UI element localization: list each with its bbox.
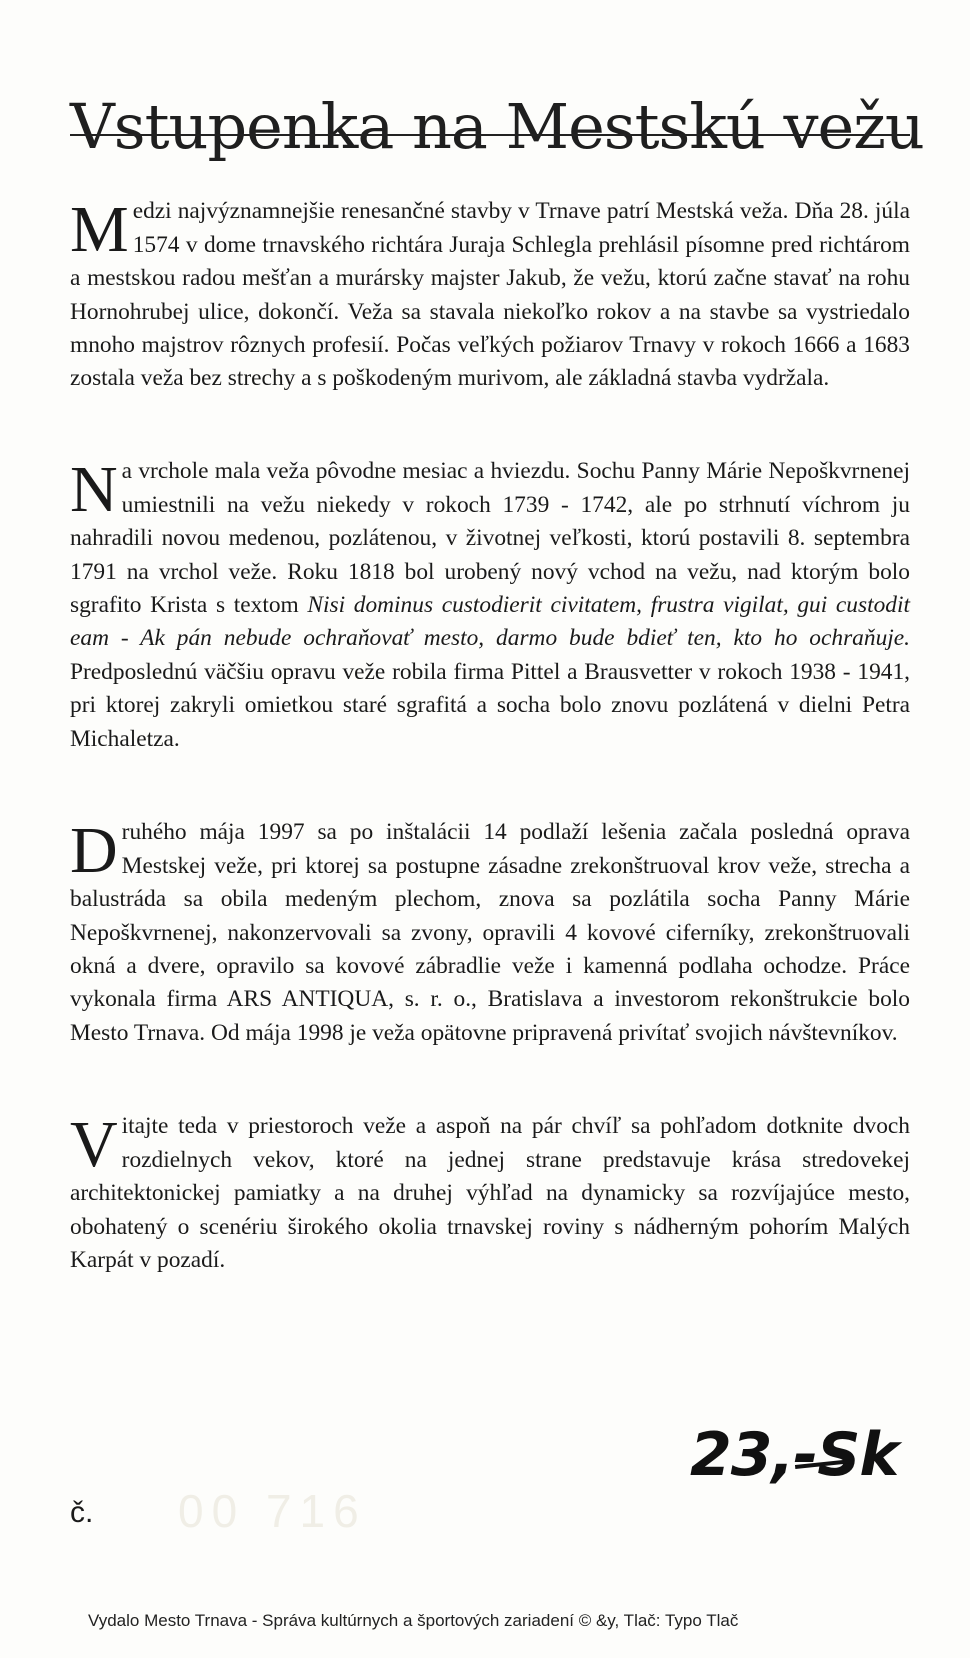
- paragraph-text: Predposlednú väčšiu opravu veže robila firma Pittel a Brausvetter v rokoch 1938 - 1941, pri ktorej zakryli omietkou staré sgrafitá a socha bolo znovu pozlátená v dielni Petra Michaletza.: [70, 658, 910, 752]
- paragraph-restoration: [70, 816, 910, 1050]
- dropcap: V: [70, 1108, 118, 1182]
- ticket-number-label: č.: [70, 1496, 94, 1529]
- title-underline: [70, 134, 910, 136]
- handwritten-price: 23,-Sk: [690, 1420, 899, 1490]
- paragraph-welcome: [70, 1110, 910, 1277]
- paragraph-text: edzi najvýznamnejšie renesančné stavby v Trnave patrí Mestská veža. Dňa 28. júla 1574 v dome trnavského richtára Juraja Schlegla prehlásil písomne pred richtárom a mestskou radou mešťan a murársky majster Jakub, že vežu, ktorú začne stavať na rohu Hornohrubej ulice, dokončí. Veža sa stavala niekoľko rokov a na stavbe sa vystriedalo mnoho majstrov rôznych profesií. Počas veľkých požiarov Trnavy v rokoch 1666 a 1683 zostala veža bez strechy a s poškodeným murivom, ale základná stavba vydržala.: [70, 198, 910, 392]
- publisher-footer: Vydalo Mesto Trnava - Správa kultúrnych a športových zariadení © &y, Tlač: Typo Tlač: [88, 1611, 739, 1630]
- paragraph-text: a vrchole mala veža pôvodne mesiac a hviezdu. Sochu Panny Márie Nepoškvrnenej umiestnili na vežu niekedy v rokoch 1739 - 1742, ale po strhnutí víchrom ju nahradili novou medenou, pozlátenou, v životnej veľkosti, ktorú postavili 8. septembra 1791 na vrchol veže. Roku 1818 bol urobený nový vchod na vežu, nad ktorým bolo sgrafito Krista s textom: [70, 458, 910, 619]
- ticket-serial-number: 00 716: [178, 1485, 367, 1537]
- paragraph-statue: [70, 455, 910, 756]
- paragraph-text: ruhého mája 1997 sa po inštalácii 14 podlaží lešenia začala posledná oprava Mestskej veže, pri ktorej sa postupne zásadne zrekonštruoval krov veže, strecha a balustráda sa obila medeným plechom, znova sa pozlátila socha Panny Márie Nepoškvrnenej, nakonzervovali sa zvony, opravili 4 kovové ciferníky, zrekonštruovali okná a dvere, opravilo sa kovové zábradlie veže i kamenná podlaha ochodze. Práce vykonala firma ARS ANTIQUA, s. r. o., Bratislava a investorom rekonštrukcie bolo Mesto Trnava. Od mája 1998 je veža opätovne pripravená privítať svojich návštevníkov.: [70, 819, 910, 1046]
- paragraph-text: itajte teda v priestoroch veže a aspoň na pár chvíľ sa pohľadom dotknite dvoch rozdielnych vekov, ktoré na jednej strane predstavuje krása stredovekej architektonickej pamiatky a na druhej výhľad na dynamicky sa rozvíjajúce mesto, obohatený o scenériu širokého okolia trnavskej roviny s nádherným pohorím Malých Karpát v pozadí.: [70, 1113, 910, 1274]
- page-title: Vstupenka na Mestskú vežu: [70, 89, 924, 163]
- inscription-text: Nisi dominus custodierit civitatem, frustra vigilat, gui custodit eam - Ak pán nebude ochraňovať mesto, darmo bude bdieť ten, kto ho ochraňuje.: [70, 592, 910, 652]
- paragraph-history: [70, 195, 910, 395]
- dropcap: D: [70, 814, 118, 888]
- dropcap: N: [70, 453, 118, 527]
- dropcap: M: [70, 193, 129, 267]
